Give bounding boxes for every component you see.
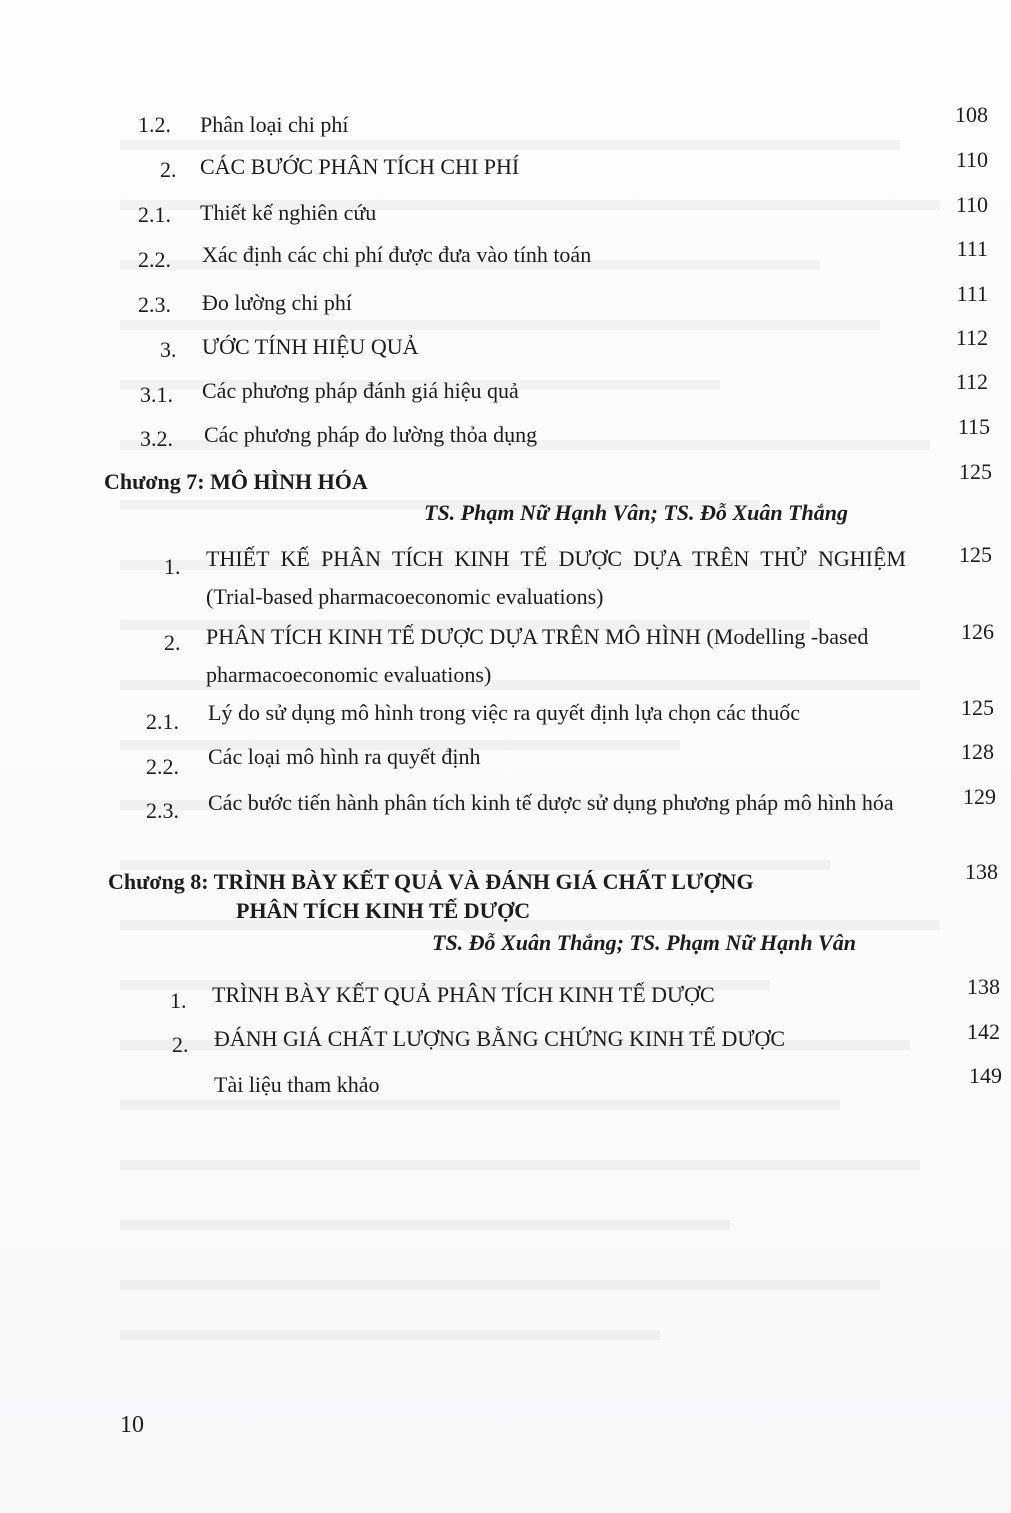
entry-title: PHÂN TÍCH KINH TẾ DƯỢC DỰA TRÊN MÔ HÌNH (Modelling -based pharmacoeconomic evaluations) — [206, 624, 869, 687]
page-number: 10 — [120, 1412, 144, 1438]
entry-page: 126 — [961, 619, 994, 644]
entry-page: 125 — [959, 542, 992, 567]
entry-page: 110 — [955, 192, 988, 217]
entry-page: 108 — [955, 102, 988, 127]
entry-page: 115 — [957, 414, 990, 439]
chapter-title: Chương 7: MÔ HÌNH HÓA — [104, 469, 368, 494]
entry-title: Đo lường chi phí — [202, 290, 353, 315]
entry-page: 142 — [967, 1019, 1000, 1044]
entry-title: ĐÁNH GIÁ CHẤT LƯỢNG BẰNG CHỨNG KINH TẾ DƯỢC — [214, 1026, 786, 1051]
entry-number: 2.2. — [146, 754, 179, 779]
entry-number: 2.2. — [138, 247, 171, 272]
entry-page: 138 — [967, 974, 1000, 999]
entry-title: Các loại mô hình ra quyết định — [208, 744, 481, 769]
entry-page: 110 — [955, 147, 988, 172]
entry-page: 111 — [956, 236, 988, 261]
entry-number: 3.1. — [140, 382, 173, 407]
entry-number: 1. — [164, 554, 181, 579]
entry-title: THIẾT KẾ PHÂN TÍCH KINH TẾ DƯỢC DỰA TRÊN THỬ NGHIỆM (Trial-based pharmacoeconomic evaluations) — [206, 546, 906, 609]
entry-title: Các bước tiến hành phân tích kinh tế dược sử dụng phương pháp mô hình hóa — [208, 790, 894, 815]
entry-page: 125 — [961, 695, 994, 720]
entry-page: 112 — [955, 369, 988, 394]
entry-title: TRÌNH BÀY KẾT QUẢ PHÂN TÍCH KINH TẾ DƯỢC — [212, 982, 715, 1007]
entry-title: Thiết kế nghiên cứu — [200, 200, 377, 225]
entry-number: 2.3. — [138, 292, 171, 317]
chapter-page: 138 — [965, 859, 998, 884]
chapter-title-line1: Chương 8: TRÌNH BÀY KẾT QUẢ VÀ ĐÁNH GIÁ CHẤT LƯỢNG — [108, 869, 754, 894]
references-page: 149 — [969, 1063, 1002, 1088]
chapter-page: 125 — [959, 459, 992, 484]
references-title: Tài liệu tham khảo — [214, 1072, 380, 1097]
entry-number: 2. — [172, 1032, 189, 1057]
chapter-title-line2: PHÂN TÍCH KINH TẾ DƯỢC — [236, 898, 531, 923]
entry-title: ƯỚC TÍNH HIỆU QUẢ — [202, 334, 419, 359]
entry-page: 111 — [956, 281, 988, 306]
entry-number: 2. — [164, 630, 181, 655]
chapter-authors: TS. Đỗ Xuân Thắng; TS. Phạm Nữ Hạnh Vân — [432, 930, 856, 955]
entry-number: 2.3. — [146, 798, 179, 823]
entry-title: Các phương pháp đo lường thỏa dụng — [204, 422, 538, 447]
entry-number: 1.2. — [138, 112, 171, 137]
entry-number: 3.2. — [140, 426, 173, 451]
entry-number: 2.1. — [138, 202, 171, 227]
entry-page: 129 — [963, 784, 996, 809]
entry-title: Xác định các chi phí được đưa vào tính toán — [202, 242, 592, 267]
entry-number: 2.1. — [146, 709, 179, 734]
entry-title: Các phương pháp đánh giá hiệu quả — [202, 378, 519, 403]
entry-title: CÁC BƯỚC PHÂN TÍCH CHI PHÍ — [200, 154, 520, 179]
entry-number: 1. — [170, 988, 187, 1013]
entry-number: 3. — [160, 337, 177, 362]
chapter-authors: TS. Phạm Nữ Hạnh Vân; TS. Đỗ Xuân Thắng — [424, 500, 848, 525]
entry-page: 112 — [955, 325, 988, 350]
entry-title: Phân loại chi phí — [200, 112, 349, 137]
entry-title: Lý do sử dụng mô hình trong việc ra quyết định lựa chọn các thuốc — [208, 700, 801, 725]
entry-page: 128 — [961, 739, 994, 764]
entry-number: 2. — [160, 157, 177, 182]
